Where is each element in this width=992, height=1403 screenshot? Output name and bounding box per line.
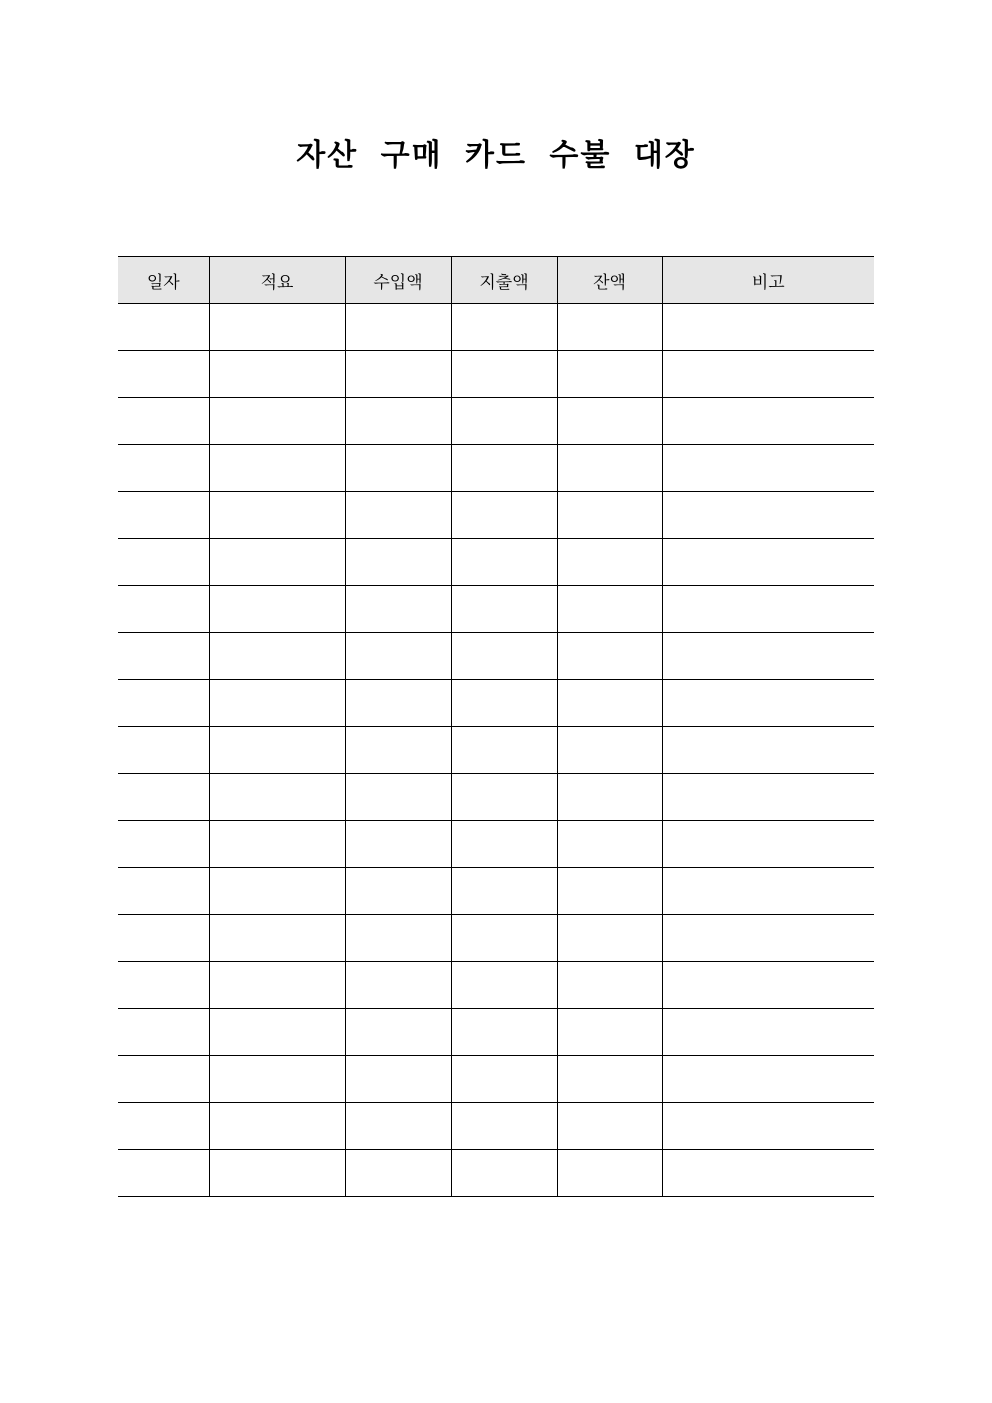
cell-description[interactable] — [209, 727, 345, 774]
cell-balance[interactable] — [557, 351, 662, 398]
cell-expense[interactable] — [451, 633, 557, 680]
table-row — [118, 868, 874, 915]
cell-description[interactable] — [209, 398, 345, 445]
cell-remarks[interactable] — [662, 680, 874, 727]
cell-expense[interactable] — [451, 680, 557, 727]
cell-balance[interactable] — [557, 539, 662, 586]
cell-income[interactable] — [345, 1009, 451, 1056]
cell-expense[interactable] — [451, 962, 557, 1009]
cell-income[interactable] — [345, 774, 451, 821]
table-row — [118, 351, 874, 398]
cell-income[interactable] — [345, 962, 451, 1009]
cell-remarks[interactable] — [662, 774, 874, 821]
cell-date[interactable] — [118, 680, 209, 727]
cell-balance[interactable] — [557, 492, 662, 539]
cell-remarks[interactable] — [662, 586, 874, 633]
cell-description[interactable] — [209, 680, 345, 727]
cell-description[interactable] — [209, 586, 345, 633]
cell-balance[interactable] — [557, 727, 662, 774]
cell-expense[interactable] — [451, 1009, 557, 1056]
cell-expense[interactable] — [451, 727, 557, 774]
table-row — [118, 774, 874, 821]
cell-income[interactable] — [345, 586, 451, 633]
cell-expense[interactable] — [451, 398, 557, 445]
cell-remarks[interactable] — [662, 351, 874, 398]
cell-balance[interactable] — [557, 1150, 662, 1197]
cell-expense[interactable] — [451, 1056, 557, 1103]
cell-remarks[interactable] — [662, 868, 874, 915]
table-row — [118, 1103, 874, 1150]
table-row — [118, 915, 874, 962]
table-row — [118, 492, 874, 539]
cell-description[interactable] — [209, 539, 345, 586]
cell-date[interactable] — [118, 1103, 209, 1150]
table-row — [118, 821, 874, 868]
cell-income[interactable] — [345, 304, 451, 351]
cell-remarks[interactable] — [662, 1056, 874, 1103]
table-row — [118, 1150, 874, 1197]
cell-balance[interactable] — [557, 680, 662, 727]
cell-remarks[interactable] — [662, 1103, 874, 1150]
cell-remarks[interactable] — [662, 962, 874, 1009]
cell-date[interactable] — [118, 1009, 209, 1056]
cell-balance[interactable] — [557, 398, 662, 445]
cell-date[interactable] — [118, 492, 209, 539]
cell-balance[interactable] — [557, 821, 662, 868]
table-row — [118, 539, 874, 586]
cell-balance[interactable] — [557, 1009, 662, 1056]
cell-expense[interactable] — [451, 351, 557, 398]
header-remarks: 비고 — [662, 257, 874, 304]
cell-remarks[interactable] — [662, 445, 874, 492]
cell-date[interactable] — [118, 962, 209, 1009]
cell-balance[interactable] — [557, 304, 662, 351]
cell-date[interactable] — [118, 304, 209, 351]
cell-description[interactable] — [209, 1009, 345, 1056]
cell-income[interactable] — [345, 633, 451, 680]
cell-expense[interactable] — [451, 492, 557, 539]
cell-date[interactable] — [118, 398, 209, 445]
cell-income[interactable] — [345, 1103, 451, 1150]
header-description: 적요 — [209, 257, 345, 304]
cell-expense[interactable] — [451, 821, 557, 868]
cell-date[interactable] — [118, 1150, 209, 1197]
cell-description[interactable] — [209, 821, 345, 868]
cell-expense[interactable] — [451, 915, 557, 962]
cell-income[interactable] — [345, 680, 451, 727]
cell-description[interactable] — [209, 445, 345, 492]
cell-date[interactable] — [118, 351, 209, 398]
cell-balance[interactable] — [557, 445, 662, 492]
cell-description[interactable] — [209, 304, 345, 351]
header-balance: 잔액 — [557, 257, 662, 304]
table-row — [118, 727, 874, 774]
table-row — [118, 633, 874, 680]
cell-date[interactable] — [118, 539, 209, 586]
ledger-table — [118, 256, 874, 1197]
cell-income[interactable] — [345, 1056, 451, 1103]
table-row — [118, 962, 874, 1009]
cell-remarks[interactable] — [662, 821, 874, 868]
table-row — [118, 680, 874, 727]
cell-balance[interactable] — [557, 1103, 662, 1150]
table-row — [118, 445, 874, 492]
cell-description[interactable] — [209, 774, 345, 821]
table-row — [118, 1009, 874, 1056]
header-expense: 지출액 — [451, 257, 557, 304]
cell-description[interactable] — [209, 633, 345, 680]
cell-income[interactable] — [345, 727, 451, 774]
cell-date[interactable] — [118, 445, 209, 492]
cell-date[interactable] — [118, 1056, 209, 1103]
cell-expense[interactable] — [451, 445, 557, 492]
cell-expense[interactable] — [451, 774, 557, 821]
cell-income[interactable] — [345, 539, 451, 586]
cell-remarks[interactable] — [662, 727, 874, 774]
cell-remarks[interactable] — [662, 398, 874, 445]
cell-balance[interactable] — [557, 868, 662, 915]
cell-description[interactable] — [209, 1150, 345, 1197]
header-income: 수입액 — [345, 257, 451, 304]
table-row — [118, 304, 874, 351]
cell-income[interactable] — [345, 398, 451, 445]
cell-description[interactable] — [209, 351, 345, 398]
cell-remarks[interactable] — [662, 539, 874, 586]
cell-remarks[interactable] — [662, 633, 874, 680]
table-row — [118, 1056, 874, 1103]
cell-date[interactable] — [118, 774, 209, 821]
cell-balance[interactable] — [557, 633, 662, 680]
cell-remarks[interactable] — [662, 1150, 874, 1197]
cell-description[interactable] — [209, 915, 345, 962]
cell-balance[interactable] — [557, 962, 662, 1009]
table-row — [118, 398, 874, 445]
cell-remarks[interactable] — [662, 915, 874, 962]
cell-remarks[interactable] — [662, 1009, 874, 1056]
cell-date[interactable] — [118, 633, 209, 680]
table-body — [118, 304, 874, 1197]
cell-income[interactable] — [345, 445, 451, 492]
cell-date[interactable] — [118, 586, 209, 633]
cell-expense[interactable] — [451, 304, 557, 351]
cell-income[interactable] — [345, 351, 451, 398]
cell-description[interactable] — [209, 1103, 345, 1150]
cell-income[interactable] — [345, 868, 451, 915]
cell-date[interactable] — [118, 868, 209, 915]
cell-income[interactable] — [345, 915, 451, 962]
cell-description[interactable] — [209, 962, 345, 1009]
cell-balance[interactable] — [557, 915, 662, 962]
cell-date[interactable] — [118, 727, 209, 774]
cell-remarks[interactable] — [662, 492, 874, 539]
cell-expense[interactable] — [451, 586, 557, 633]
cell-expense[interactable] — [451, 539, 557, 586]
table-row — [118, 586, 874, 633]
cell-remarks[interactable] — [662, 304, 874, 351]
cell-description[interactable] — [209, 492, 345, 539]
cell-balance[interactable] — [557, 774, 662, 821]
document-title: 자산 구매 카드 수불 대장 — [296, 138, 696, 173]
cell-date[interactable] — [118, 915, 209, 962]
header-date: 일자 — [118, 257, 209, 304]
cell-description[interactable] — [209, 1056, 345, 1103]
cell-income[interactable] — [345, 821, 451, 868]
cell-description[interactable] — [209, 868, 345, 915]
cell-income[interactable] — [345, 492, 451, 539]
table-header-row — [118, 257, 874, 304]
cell-balance[interactable] — [557, 586, 662, 633]
cell-expense[interactable] — [451, 1103, 557, 1150]
cell-date[interactable] — [118, 821, 209, 868]
cell-balance[interactable] — [557, 1056, 662, 1103]
cell-income[interactable] — [345, 1150, 451, 1197]
cell-expense[interactable] — [451, 1150, 557, 1197]
cell-expense[interactable] — [451, 868, 557, 915]
